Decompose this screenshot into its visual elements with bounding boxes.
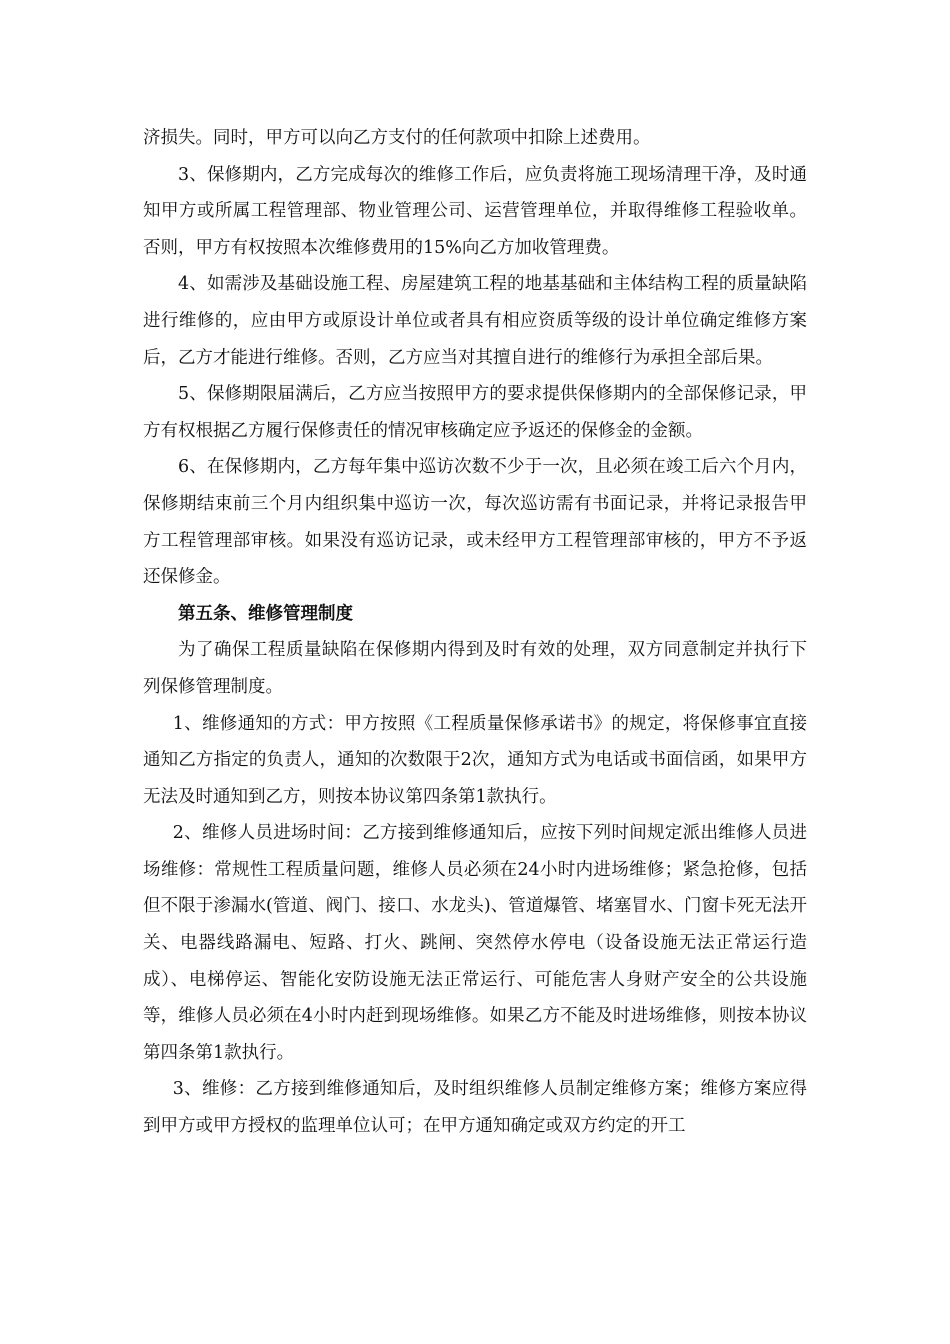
- paragraph-article-5-intro: 为了确保工程质量缺陷在保修期内得到及时有效的处理，双方同意制定并执行下列保修管理制度。: [143, 640, 807, 697]
- section-heading-article-5: 第五条、维修管理制度: [178, 603, 353, 624]
- paragraph-continuation: 济损失。同时，甲方可以向乙方支付的任何款项中扣除上述费用。: [143, 128, 651, 148]
- paragraph-clause-6: 6、在保修期内，乙方每年集中巡访次数不少于一次，且必须在竣工后六个月内，保修期结束前三个月内组织集中巡访一次，每次巡访需有书面记录，并将记录报告甲方工程管理部审核。如果没有巡访记录，或未经甲方工程管理部审核的，甲方不予返还保修金。: [143, 457, 807, 588]
- paragraph-repair-arrival-time: 2、维修人员进场时间：乙方接到维修通知后，应按下列时间规定派出维修人员进场维修：常规性工程质量问题，维修人员必须在24小时内进场维修；紧急抢修，包括但不限于渗漏水(管道、阀门、接口、水龙头)、管道爆管、堵塞冒水、门窗卡死无法开关、电器线路漏电、短路、打火、跳闸、突然停水停电（设备设施无法正常运行造成）、电梯停运、智能化安防设施无法正常运行、可能危害人身财产安全的公共设施等，维修人员必须在4小时内赶到现场维修。如果乙方不能及时进场维修，则按本协议第四条第1款执行。: [143, 823, 807, 1063]
- document-body: [143, 120, 807, 1145]
- paragraph-repair-notice: 1、维修通知的方式：甲方按照《工程质量保修承诺书》的规定，将保修事宜直接通知乙方指定的负责人，通知的次数限于2次，通知方式为电话或书面信函，如果甲方无法及时通知到乙方，则按本协议第四条第1款执行。: [143, 713, 807, 807]
- paragraph-clause-5: 5、保修期限届满后，乙方应当按照甲方的要求提供保修期内的全部保修记录，甲方有权根据乙方履行保修责任的情况审核确定应予返还的保修金的金额。: [143, 384, 807, 441]
- paragraph-clause-3: 3、保修期内，乙方完成每次的维修工作后，应负责将施工现场清理干净，及时通知甲方或所属工程管理部、物业管理公司、运营管理单位，并取得维修工程验收单。否则，甲方有权按照本次维修费用的15%向乙方加收管理费。: [143, 164, 807, 258]
- paragraph-clause-4: 4、如需涉及基础设施工程、房屋建筑工程的地基基础和主体结构工程的质量缺陷进行维修的，应由甲方或原设计单位或者具有相应资质等级的设计单位确定维修方案后，乙方才能进行维修。否则，乙方应当对其擅自进行的维修行为承担全部后果。: [143, 274, 807, 368]
- paragraph-repair-procedure: 3、维修：乙方接到维修通知后，及时组织维修人员制定维修方案；维修方案应得到甲方或甲方授权的监理单位认可；在甲方通知确定或双方约定的开工: [143, 1079, 807, 1137]
